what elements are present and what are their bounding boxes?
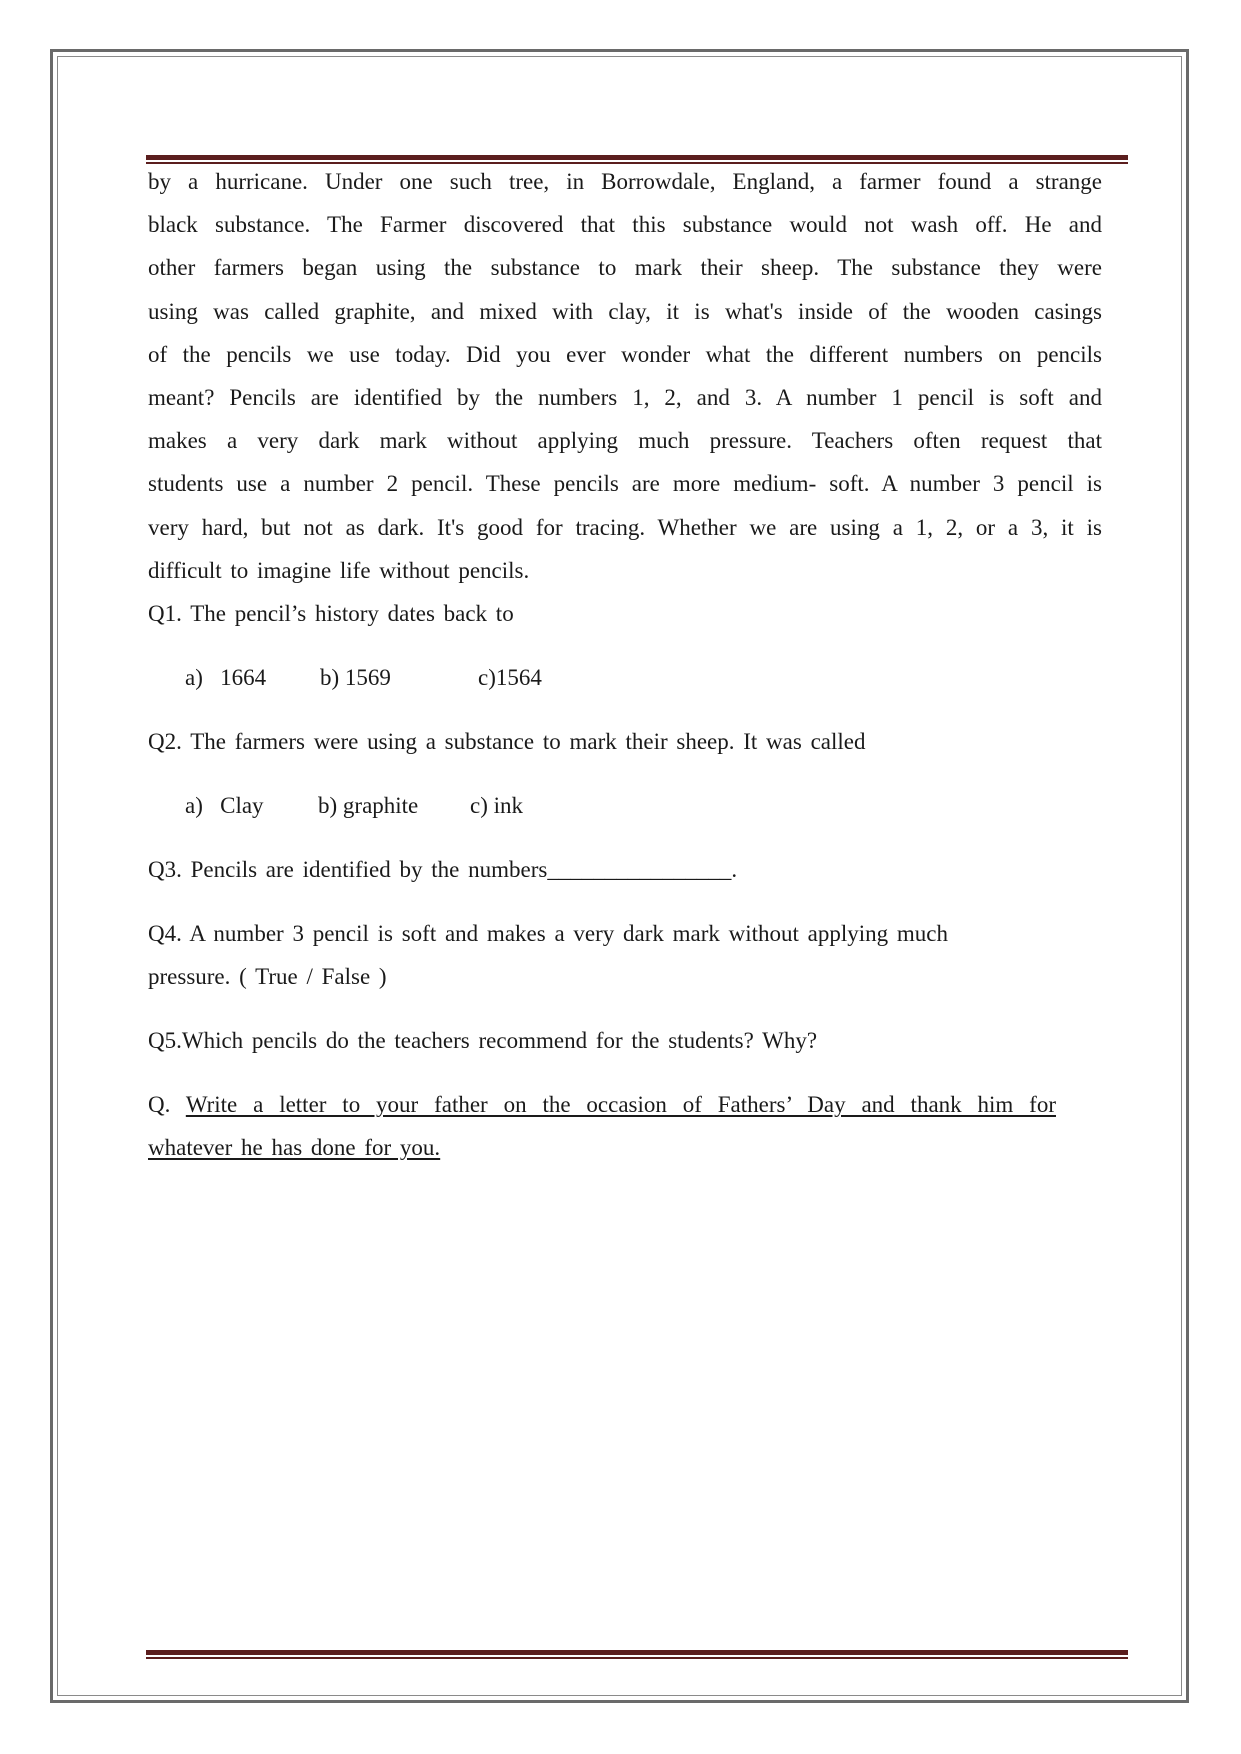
passage-line: of the pencils we use today. Did you ever wonder what the different numbers on pencils bbox=[148, 341, 1102, 367]
option-b: b) 1569 bbox=[320, 665, 391, 691]
passage-line: meant? Pencils are identified by the numbers 1, 2, and 3. A number 1 pencil is soft and bbox=[148, 385, 1102, 411]
option-a: a) 1664 bbox=[185, 665, 267, 691]
bottom-rule bbox=[146, 1650, 1128, 1659]
question-1-options bbox=[185, 656, 1102, 699]
passage-line: using was called graphite, and mixed with clay, it is what's inside of the wooden casings bbox=[148, 298, 1102, 324]
passage-line: makes a very dark mark without applying much pressure. Teachers often request that bbox=[148, 428, 1102, 454]
question-2: Q2. The farmers were using a substance to mark their sheep. It was called bbox=[148, 729, 866, 755]
letter-question-prefix: Q. bbox=[148, 1092, 186, 1118]
letter-question bbox=[148, 1083, 1102, 1169]
passage-line: very hard, but not as dark. It's good for tracing. Whether we are using a 1, 2, or a 3, it is bbox=[148, 514, 1102, 540]
passage-line: difficult to imagine life without pencils. bbox=[148, 557, 530, 583]
passage-line: black substance. The Farmer discovered that this substance would not wash off. He and bbox=[148, 212, 1102, 238]
option-a: a) Clay bbox=[185, 793, 264, 819]
page-content bbox=[148, 160, 1102, 1169]
passage-line: by a hurricane. Under one such tree, in Borrowdale, England, a farmer found a strange bbox=[148, 169, 1102, 194]
passage-line: students use a number 2 pencil. These pencils are more medium- soft. A number 3 pencil is bbox=[148, 471, 1102, 497]
letter-question-line-2 bbox=[148, 1126, 1102, 1169]
letter-question-text-cont: whatever he has done for you. bbox=[148, 1135, 441, 1161]
option-b: b) graphite bbox=[318, 793, 419, 819]
letter-question-text: Write a letter to your father on the occasion of Fathers’ Day and thank him for bbox=[185, 1092, 1056, 1118]
option-c: c)1564 bbox=[478, 665, 542, 691]
passage-line: other farmers began using the substance to mark their sheep. The substance they were bbox=[148, 255, 1102, 281]
question-4-line-1: Q4. A number 3 pencil is soft and makes a very dark mark without applying much bbox=[148, 921, 949, 947]
reading-passage bbox=[148, 160, 1102, 592]
question-2-options bbox=[185, 784, 1102, 827]
question-1: Q1. The pencil’s history dates back to bbox=[148, 601, 514, 627]
question-5: Q5.Which pencils do the teachers recommend for the students? Why? bbox=[148, 1028, 818, 1054]
letter-question-line-1 bbox=[148, 1083, 1056, 1126]
question-3: Q3. Pencils are identified by the numbers________________. bbox=[148, 857, 738, 883]
option-c: c) ink bbox=[470, 793, 524, 819]
question-4-line-2: pressure. ( True / False ) bbox=[148, 964, 387, 990]
